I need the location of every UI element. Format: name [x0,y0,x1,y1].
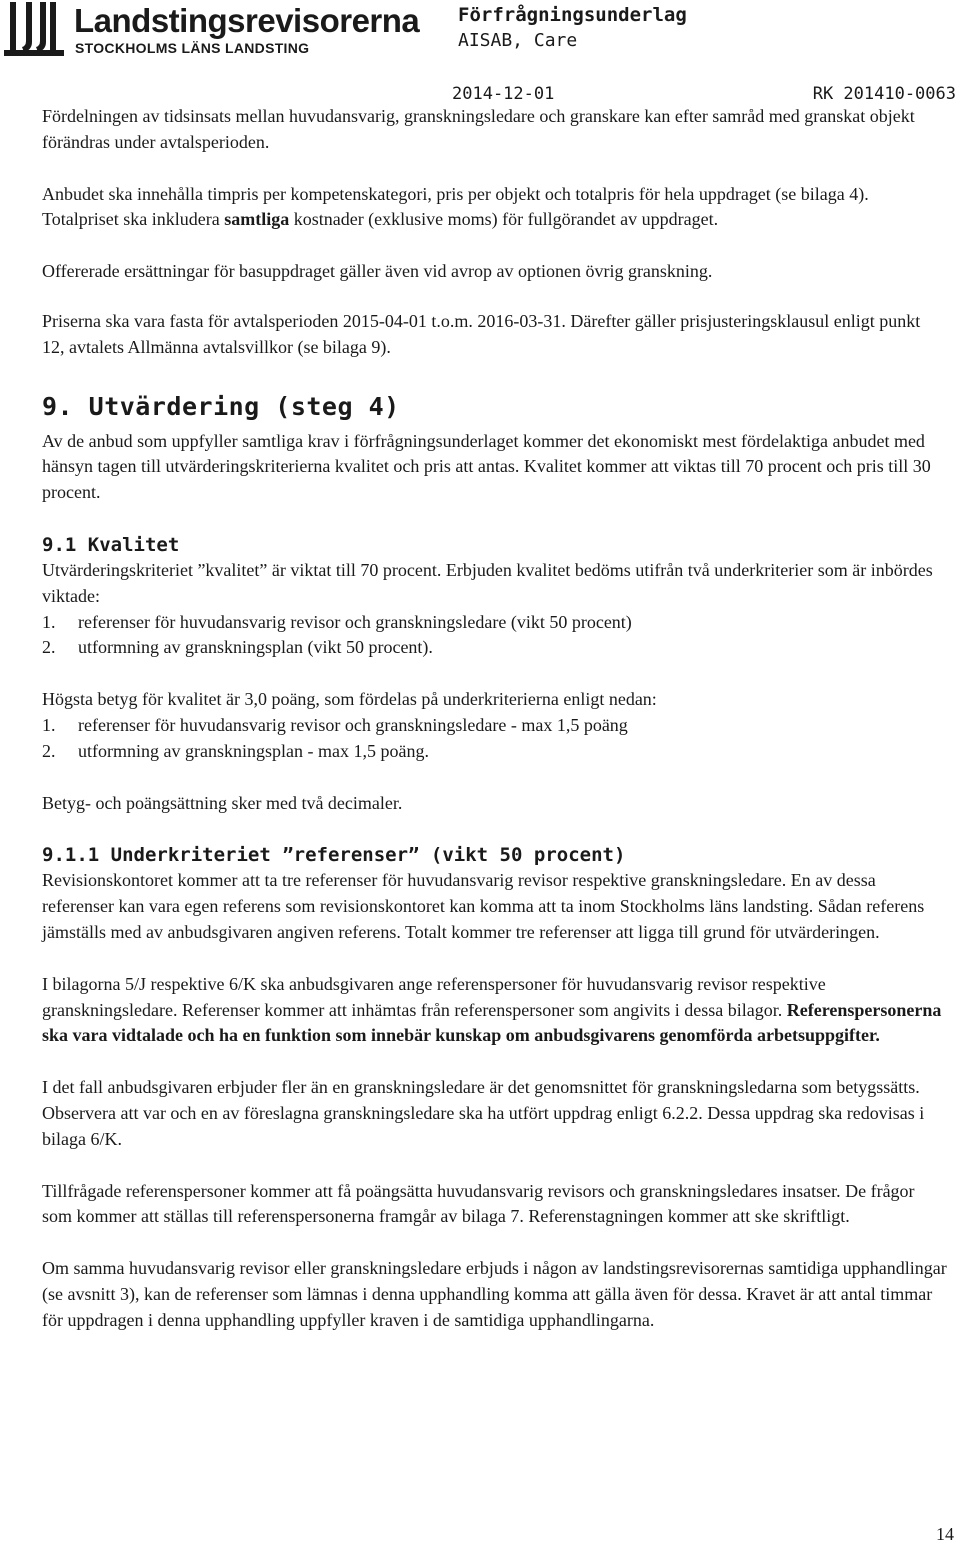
bold-text: samtliga [224,209,290,230]
section-heading: 9. Utvärdering (steg 4) [42,391,400,421]
list-item [42,713,947,739]
paragraph: Betyg- och poängsättning sker med två decimaler. [42,792,403,813]
bold-text: Referenspersonerna ska vara vidtalade och ha en funktion som innebär kunskap om anbudsgivarens genomförda arbetsuppgifter. [42,999,942,1046]
org-name: Landstingsrevisorerna [74,2,420,39]
page-number: 14 [936,1524,954,1544]
list-text: utformning av granskningsplan - max 1,5 poäng. [78,740,429,761]
list-item [42,635,947,661]
score-list [42,713,947,765]
paragraph: Fördelningen av tidsinsats mellan huvudansvarig, granskningsledare och granskare kan efter samråd med granskat objekt förändras under avtalsperioden. [42,106,915,152]
paragraph: Högsta betyg för kvalitet är 3,0 poäng, som fördelas på underkriterierna enligt nedan: [42,689,657,710]
document-date: 2014-12-01 [452,84,555,104]
paragraph: Revisionskontoret kommer att ta tre referenser för huvudansvarig revisor respektive granskningsledare. En av dessa referenser kan vara egen referens som revisionskontoret kan komma att ta inom Stockholms läns landsting. Sådan referens jämställs med av anbudsgivaren angiven referens. Totalt kommer tre referenser att ligga till grund för utvärderingen. [42,870,925,942]
landstingsrevisorerna-logo-mark-icon [4,2,66,56]
paragraph [42,972,947,1049]
paragraph: Om samma huvudansvarig revisor eller granskningsledare erbjuds i någon av landstingsrevisorernas samtidiga upphandlingar (se avsnitt 3), kan de referenser som lämnas i denna upphandling komma att gälla även för dessa. Kravet är att antal timmar för uppdragen i denna upphandling uppfyller kraven i de samtidiga upphandlingarna. [42,1258,947,1330]
document-reference: RK 201410-0063 [812,84,956,104]
org-subtitle: STOCKHOLMS LÄNS LANDSTING [75,40,310,56]
paragraph-text: I bilagorna 5/J respektive 6/K ska anbudsgivaren ange referenspersoner för huvudansvarig revisor respektive granskningsledare. Referenser kommer att inhämtas från referenspersoner som angivits i dessa bilagor. [42,973,826,1020]
paragraph: Tillfrågade referenspersoner kommer att få poängsätta huvudansvarig revisors och granskningsledares insatser. De frågor som kommer att ställas till referenspersonerna framgår av bilaga 7. Referenstagningen kommer att ske skriftligt. [42,1180,915,1227]
document-info [458,3,687,53]
subsection-heading: 9.1 Kvalitet [42,533,180,556]
client-name: AISAB, Care [458,30,578,51]
list-number: 1. [42,714,56,735]
list-item [42,739,947,765]
paragraph-text: kostnader (exklusive moms) för fullgörandet av uppdraget. [289,209,719,230]
list-text: referenser för huvudansvarig revisor och granskningsledare - max 1,5 poäng [78,714,628,735]
list-number: 1. [42,611,56,632]
paragraph: Utvärderingskriteriet ”kvalitet” är viktat till 70 procent. Erbjuden kvalitet bedöms utifrån två underkriterier som är inbördes viktade: [42,559,933,606]
paragraph: Priserna ska vara fasta för avtalsperioden 2015-04-01 t.o.m. 2016-03-31. Därefter gäller prisjusteringsklausul enligt punkt 12, avtalets Allmänna avtalsvillkor (se bilaga 9). [42,310,921,357]
document-type: Förfrågningsunderlag [458,4,687,26]
subsection-heading: 9.1.1 Underkriteriet ”referenser” (vikt 50 procent) [42,844,626,867]
paragraph: I det fall anbudsgivaren erbjuder fler än en granskningsledare är det genomsnittet för granskningsledarna som betygssätts. Observera att var och en av föreslagna granskningsledare ska ha utfört uppdrag enligt 6.2.2. Dessa uppdrag ska redovisas i bilaga 6/K. [42,1077,925,1149]
list-number: 2. [42,637,56,658]
list-text: referenser för huvudansvarig revisor och granskningsledare (vikt 50 procent) [78,611,632,632]
list-item [42,610,947,636]
criteria-list [42,610,947,662]
paragraph [42,182,947,234]
paragraph: Offererade ersättningar för basuppdraget gäller även vid avrop av optionen övrig granskning. [42,261,713,282]
list-number: 2. [42,740,56,761]
org-logo [4,2,420,58]
page-header [0,0,960,105]
document-body [42,104,947,1334]
paragraph-text: Anbudet ska innehålla timpris per kompetenskategori, pris per objekt och totalpris för hela uppdraget (se bilaga 4). Totalpriset ska inkludera [42,183,869,230]
paragraph: Av de anbud som uppfyller samtliga krav i förfrågningsunderlaget kommer det ekonomiskt mest fördelaktiga anbudet med hänsyn tagen till utvärderingskriterierna kvalitet och pris att antas. Kvalitet kommer att viktas till 70 procent och pris till 30 procent. [42,430,931,503]
list-text: utformning av granskningsplan (vikt 50 procent). [78,637,433,658]
